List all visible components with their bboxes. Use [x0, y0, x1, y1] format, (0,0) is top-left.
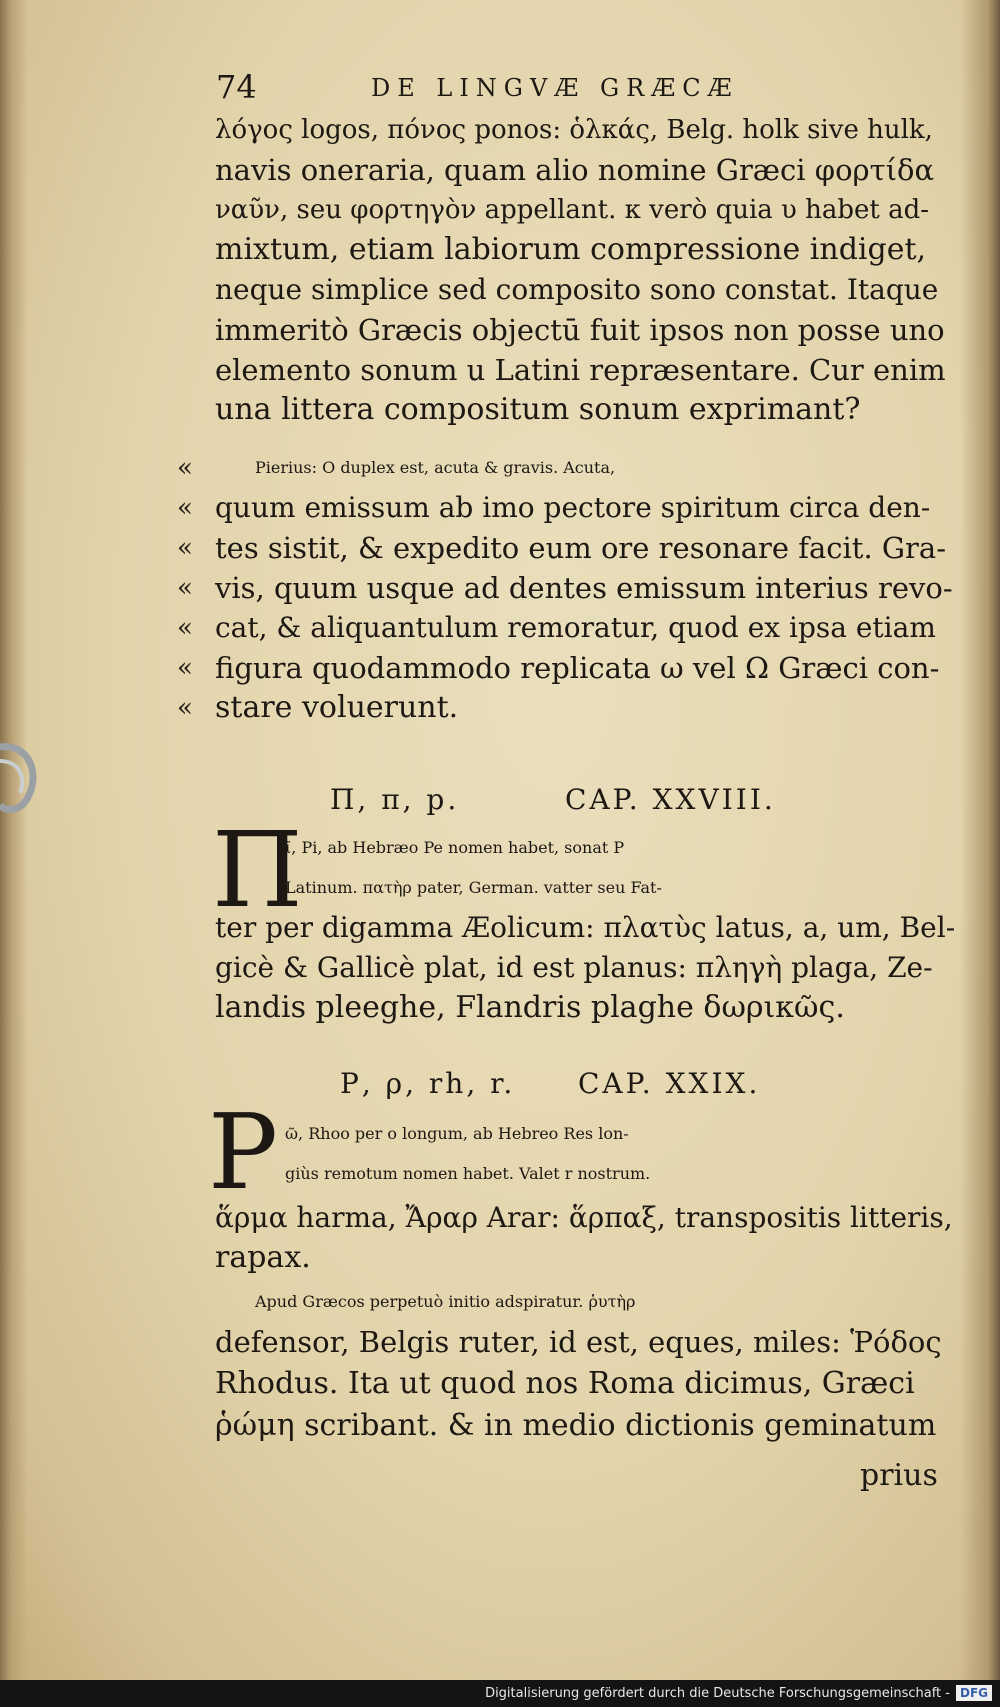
- text-line: ῥώμη scribant. & in medio dictionis geminatum: [215, 1408, 937, 1443]
- quote-mark: «: [177, 693, 193, 723]
- running-head: DE LINGVÆ GRÆCÆ: [371, 74, 739, 102]
- text-line: gicè & Gallicè plat, id est planus: πληγὴ plaga, Ze-: [215, 951, 933, 984]
- quote-mark: «: [177, 493, 193, 523]
- text-line: ῶ, Rhoo per o longum, ab Hebreo Res lon-: [285, 1124, 629, 1143]
- chapter-heading: CAP. XXVIII.: [565, 783, 776, 816]
- text-line: tes sistit, & expedito eum ore resonare facit. Gra-: [215, 531, 947, 565]
- text-line: elemento sonum u Latini repræsentare. Cur enim: [215, 353, 946, 387]
- text-line: Latinum. πατὴρ pater, German. vatter seu Fat-: [285, 878, 662, 897]
- text-line: immeritò Græcis objectū fuit ipsos non posse uno: [215, 313, 945, 347]
- footer-credit: [485, 1680, 992, 1707]
- text-line: λόγος logos, πόνος ponos: ὁλκάς, Belg. holk sive hulk,: [215, 115, 933, 145]
- text-line: navis oneraria, quam alio nomine Græci φορτίδα: [215, 153, 935, 187]
- paper-clip-icon: [0, 735, 40, 817]
- quote-mark: «: [177, 573, 193, 603]
- quote-mark: «: [177, 653, 193, 683]
- text-line: giùs remotum nomen habet. Valet r nostrum.: [285, 1164, 651, 1183]
- drop-cap-initial: Ρ: [208, 1091, 278, 1213]
- text-line: defensor, Belgis ruter, id est, eques, miles: Ῥόδος: [215, 1325, 942, 1359]
- chapter-heading: CAP. XXIX.: [578, 1067, 761, 1100]
- text-line: Apud Græcos perpetuò initio adspiratur. ῥυτὴρ: [255, 1292, 636, 1311]
- quote-mark: «: [177, 613, 193, 643]
- text-line: Rhodus. Ita ut quod nos Roma dicimus, Græci: [215, 1366, 915, 1401]
- text-line: figura quodammodo replicata ω vel Ω Græci con-: [215, 651, 940, 685]
- text-line: ἅρμα harma, Ἄραρ Arar: ἅρπαξ, transpositis litteris,: [215, 1201, 953, 1234]
- text-line: mixtum, etiam labiorum compressione indiget,: [215, 232, 927, 267]
- quote-mark: «: [177, 533, 193, 563]
- text-line: landis pleeghe, Flandris plaghe δωρικῶς.: [215, 990, 845, 1025]
- text-line: rapax.: [215, 1240, 311, 1275]
- footer-text: Digitalisierung gefördert durch die Deutsche Forschungsgemeinschaft -: [485, 1686, 950, 1701]
- catchword: prius: [860, 1458, 938, 1493]
- text-line: ῖ, Pi, ab Hebræo Pe nomen habet, sonat P: [285, 838, 625, 857]
- text-line: quum emissum ab imo pectore spiritum circa den-: [215, 491, 931, 524]
- text-line: ter per digamma Æolicum: πλατὺς latus, a, um, Bel-: [215, 911, 956, 944]
- chapter-letters: Π, π, p.: [330, 783, 460, 816]
- text-line: cat, & aliquantulum remoratur, quod ex ipsa etiam: [215, 611, 936, 644]
- quote-mark: «: [177, 453, 193, 483]
- page-number: 74: [216, 68, 257, 106]
- text-line: ναῦν, seu φορτηγὸν appellant. κ verò quia υ habet ad-: [215, 195, 930, 225]
- chapter-letters: Ρ, ρ, rh, r.: [340, 1067, 516, 1100]
- dfg-logo: DFG: [956, 1685, 992, 1701]
- text-line: Pierius: O duplex est, acuta & gravis. Acuta,: [255, 458, 616, 477]
- text-line: una littera compositum sonum exprimant?: [215, 392, 861, 427]
- text-line: vis, quum usque ad dentes emissum interius revo-: [215, 571, 953, 605]
- text-line: neque simplice sed composito sono constat. Itaque: [215, 273, 939, 306]
- drop-cap-initial: Π: [212, 809, 303, 931]
- text-line: stare voluerunt.: [215, 690, 459, 725]
